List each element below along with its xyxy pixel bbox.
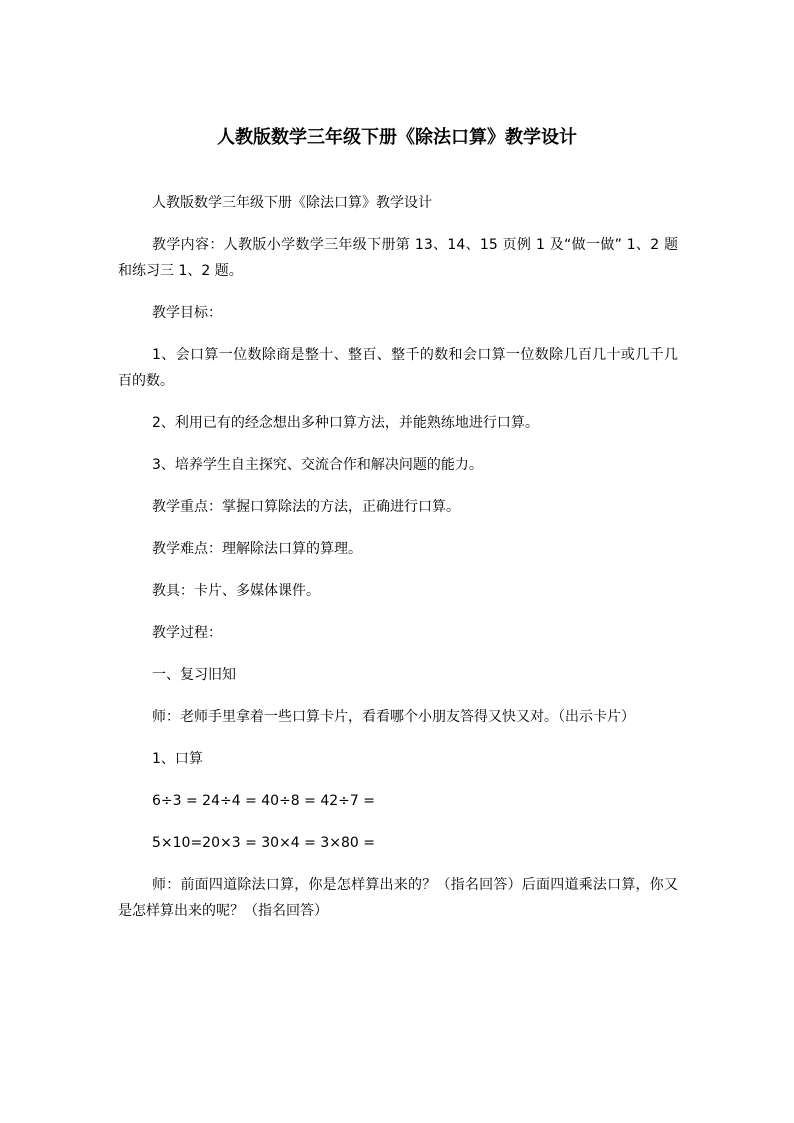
document-title: 人教版数学三年级下册《除法口算》教学设计	[217, 127, 577, 148]
paragraph-subtitle: 人教版数学三年级下册《除法口算》教学设计	[152, 195, 432, 211]
document-body	[118, 190, 678, 940]
paragraph-teaching-goals-heading: 教学目标：	[152, 305, 222, 321]
paragraph-difficulties: 教学难点：理解除法口算的算理。	[152, 541, 362, 557]
paragraph-goal-2: 2、利用已有的经念想出多种口算方法，并能熟练地进行口算。	[152, 415, 539, 431]
paragraph-division-problems: 6÷3 = 24÷4 = 40÷8 = 42÷7 =	[152, 793, 375, 809]
paragraph-oral-calc-heading: 1、口算	[152, 751, 203, 767]
paragraph-review-heading: 一、复习旧知	[152, 667, 236, 683]
paragraph-process-heading: 教学过程：	[152, 625, 222, 641]
paragraph-goal-1: 1、会口算一位数除商是整十、整百、整千的数和会口算一位数除几百几十或几千几百的数。	[118, 347, 678, 389]
paragraph-teaching-content: 教学内容：人教版小学数学三年级下册第 13、14、15 页例 1 及“做一做” 1、2 题和练习三 1、2 题。	[118, 237, 678, 279]
paragraph-teacher-cards: 师：老师手里拿着一些口算卡片，看看哪个小朋友答得又快又对。（出示卡片）	[152, 709, 635, 725]
paragraph-teaching-aids: 教具：卡片、多媒体课件。	[152, 583, 320, 599]
paragraph-goal-3: 3、培养学生自主探究、交流合作和解决问题的能力。	[152, 457, 483, 473]
paragraph-teacher-question: 师：前面四道除法口算，你是怎样算出来的？（指名回答）后面四道乘法口算，你又是怎样算出来的呢？（指名回答）	[118, 877, 678, 919]
paragraph-key-points: 教学重点：掌握口算除法的方法，正确进行口算。	[152, 499, 460, 515]
paragraph-multiplication-problems: 5×10=20×3 = 30×4 = 3×80 =	[152, 835, 375, 851]
